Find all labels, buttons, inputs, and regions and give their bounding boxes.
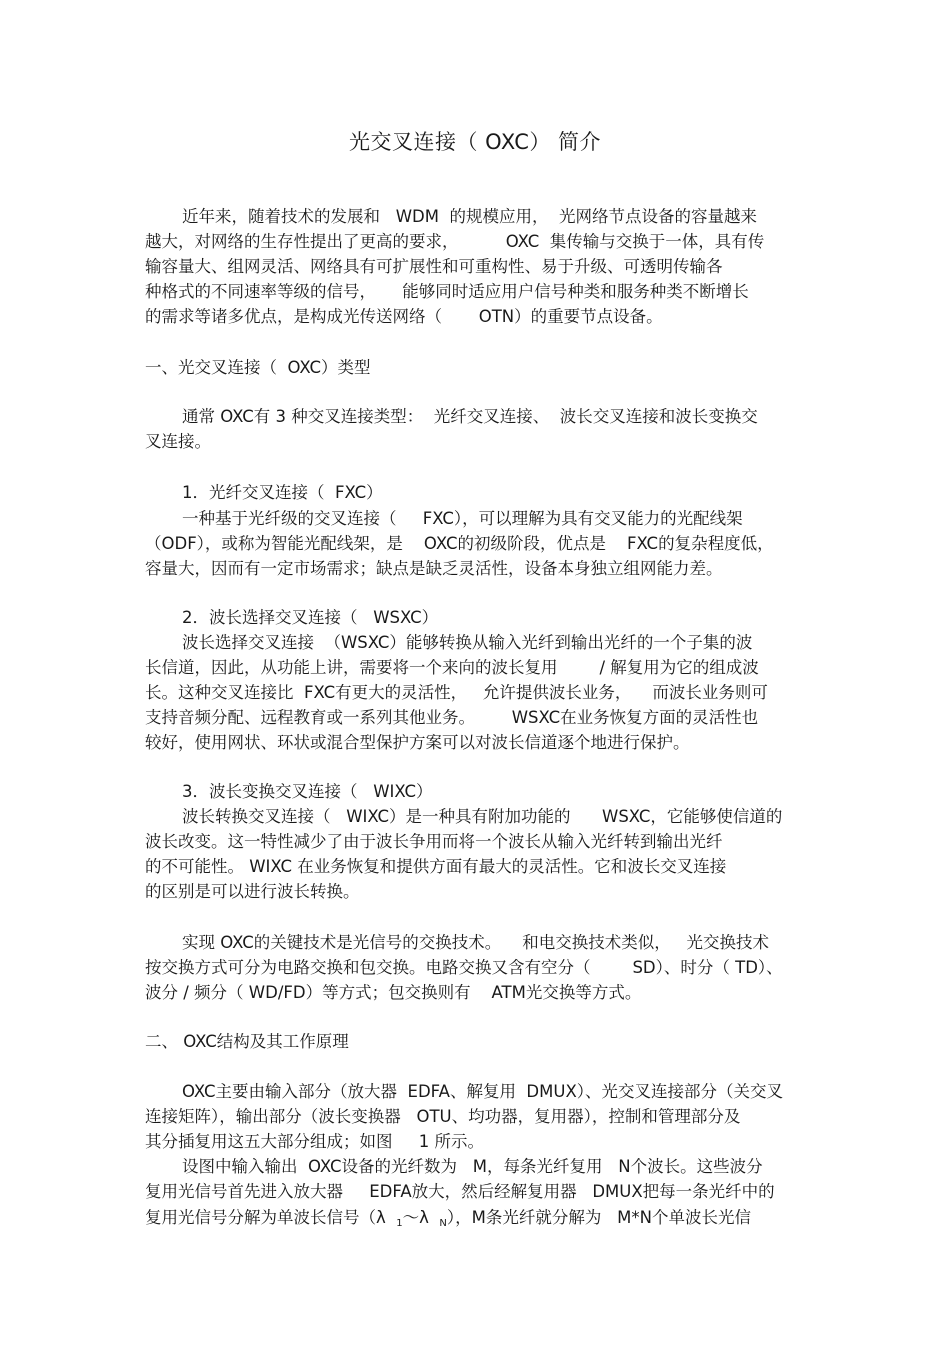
page-title: 光交叉连接（ OXC） 简介 [348,130,602,154]
paragraph-line: 连接矩阵），输出部分（波长变换器 OTU、均功器，复用器），控制和管理部分及 [145,1107,741,1126]
subscript: 1 [396,1218,403,1229]
subsection-heading: 3．波长变换交叉连接（ WIXC） [182,782,433,801]
paragraph-line: 按交换方式可分为电路交换和包交换。电路交换又含有空分（ SD）、时分（ TD）、 [145,958,783,977]
paragraph-line: 复用光信号首先进入放大器 EDFA放大，然后经解复用器 DMUX把每一条光纤中的 [145,1182,775,1201]
subscript: N [439,1218,447,1229]
text-segment: ），M条光纤就分解为 M*N个单波长光信 [446,1208,751,1227]
paragraph-line: 长。这种交叉连接比 FXC有更大的灵活性， 允许提供波长业务， 而波长业务则可 [145,683,768,702]
paragraph-line: 的不可能性。 WIXC 在业务恢复和提供方面有最大的灵活性。它和波长交叉连接 [145,857,727,876]
subsection-heading: 2．波长选择交叉连接（ WSXC） [182,608,439,627]
paragraph-line [145,1205,751,1236]
paragraph-line: 波长选择交叉连接 （WSXC）能够转换从输入光纤到输出光纤的一个子集的波 [182,633,753,652]
paragraph-line: 叉连接。 [145,432,211,451]
text-segment: 复用光信号分解为单波长信号（λ [145,1208,397,1227]
paragraph-line: 波长转换交叉连接（ WIXC）是一种具有附加功能的 WSXC，它能够使信道的 [182,807,783,826]
intro-line: 近年来，随着技术的发展和 WDM 的规模应用， 光网络节点设备的容量越来 [182,207,757,226]
paragraph-line: 其分插复用这五大部分组成；如图 1 所示。 [145,1132,484,1151]
paragraph-line: 设图中输入输出 OXC设备的光纤数为 M，每条光纤复用 N个波长。这些波分 [182,1157,763,1176]
paragraph-line: 支持音频分配、远程教育或一系列其他业务。 WSXC在业务恢复方面的灵活性也 [145,708,759,727]
paragraph-line: 一种基于光纤级的交叉连接（ FXC），可以理解为具有交叉能力的光配线架 [182,509,743,528]
paragraph-line: 容量大，因而有一定市场需求；缺点是缺乏灵活性，设备本身独立组网能力差。 [145,559,723,578]
paragraph-line: 通常 OXC有 3 种交叉连接类型： 光纤交叉连接、 波长交叉连接和波长变换交 [182,407,758,426]
intro-line: 种格式的不同速率等级的信号， 能够同时适应用户信号种类和服务种类不断增长 [145,282,749,301]
paragraph-line: 波分 / 频分（ WD/FD）等方式；包交换则有 ATM光交换等方式。 [145,983,642,1002]
paragraph-line: 的区别是可以进行波长转换。 [145,882,360,901]
section-heading: 一、光交叉连接（ OXC）类型 [145,358,371,377]
paragraph-line: OXC主要由输入部分（放大器 EDFA、解复用 DMUX）、光交叉连接部分（关交叉 [182,1082,784,1101]
subsection-heading: 1．光纤交叉连接（ FXC） [182,483,383,502]
paragraph-line: 波长改变。这一特性减少了由于波长争用而将一个波长从输入光纤转到输出光纤 [145,832,723,851]
section-heading: 二、 OXC结构及其工作原理 [145,1032,349,1051]
paragraph-line: （ODF），或称为智能光配线架，是 OXC的初级阶段，优点是 FXC的复杂程度低， [145,534,774,553]
intro-line: 的需求等诸多优点，是构成光传送网络（ OTN）的重要节点设备。 [145,307,663,326]
paragraph-line: 实现 OXC的关键技术是光信号的交换技术。 和电交换技术类似， 光交换技术 [182,933,770,952]
intro-line: 越大，对网络的生存性提出了更高的要求， OXC 集传输与交换于一体，具有传 [145,232,765,251]
text-segment: ～λ [402,1208,440,1227]
paragraph-line: 较好，使用网状、环状或混合型保护方案可以对波长信道逐个地进行保护。 [145,733,690,752]
intro-line: 输容量大、组网灵活、网络具有可扩展性和可重构性、易于升级、可透明传输各 [145,257,723,276]
paragraph-line: 长信道，因此，从功能上讲，需要将一个来向的波长复用 / 解复用为它的组成波 [145,658,759,677]
